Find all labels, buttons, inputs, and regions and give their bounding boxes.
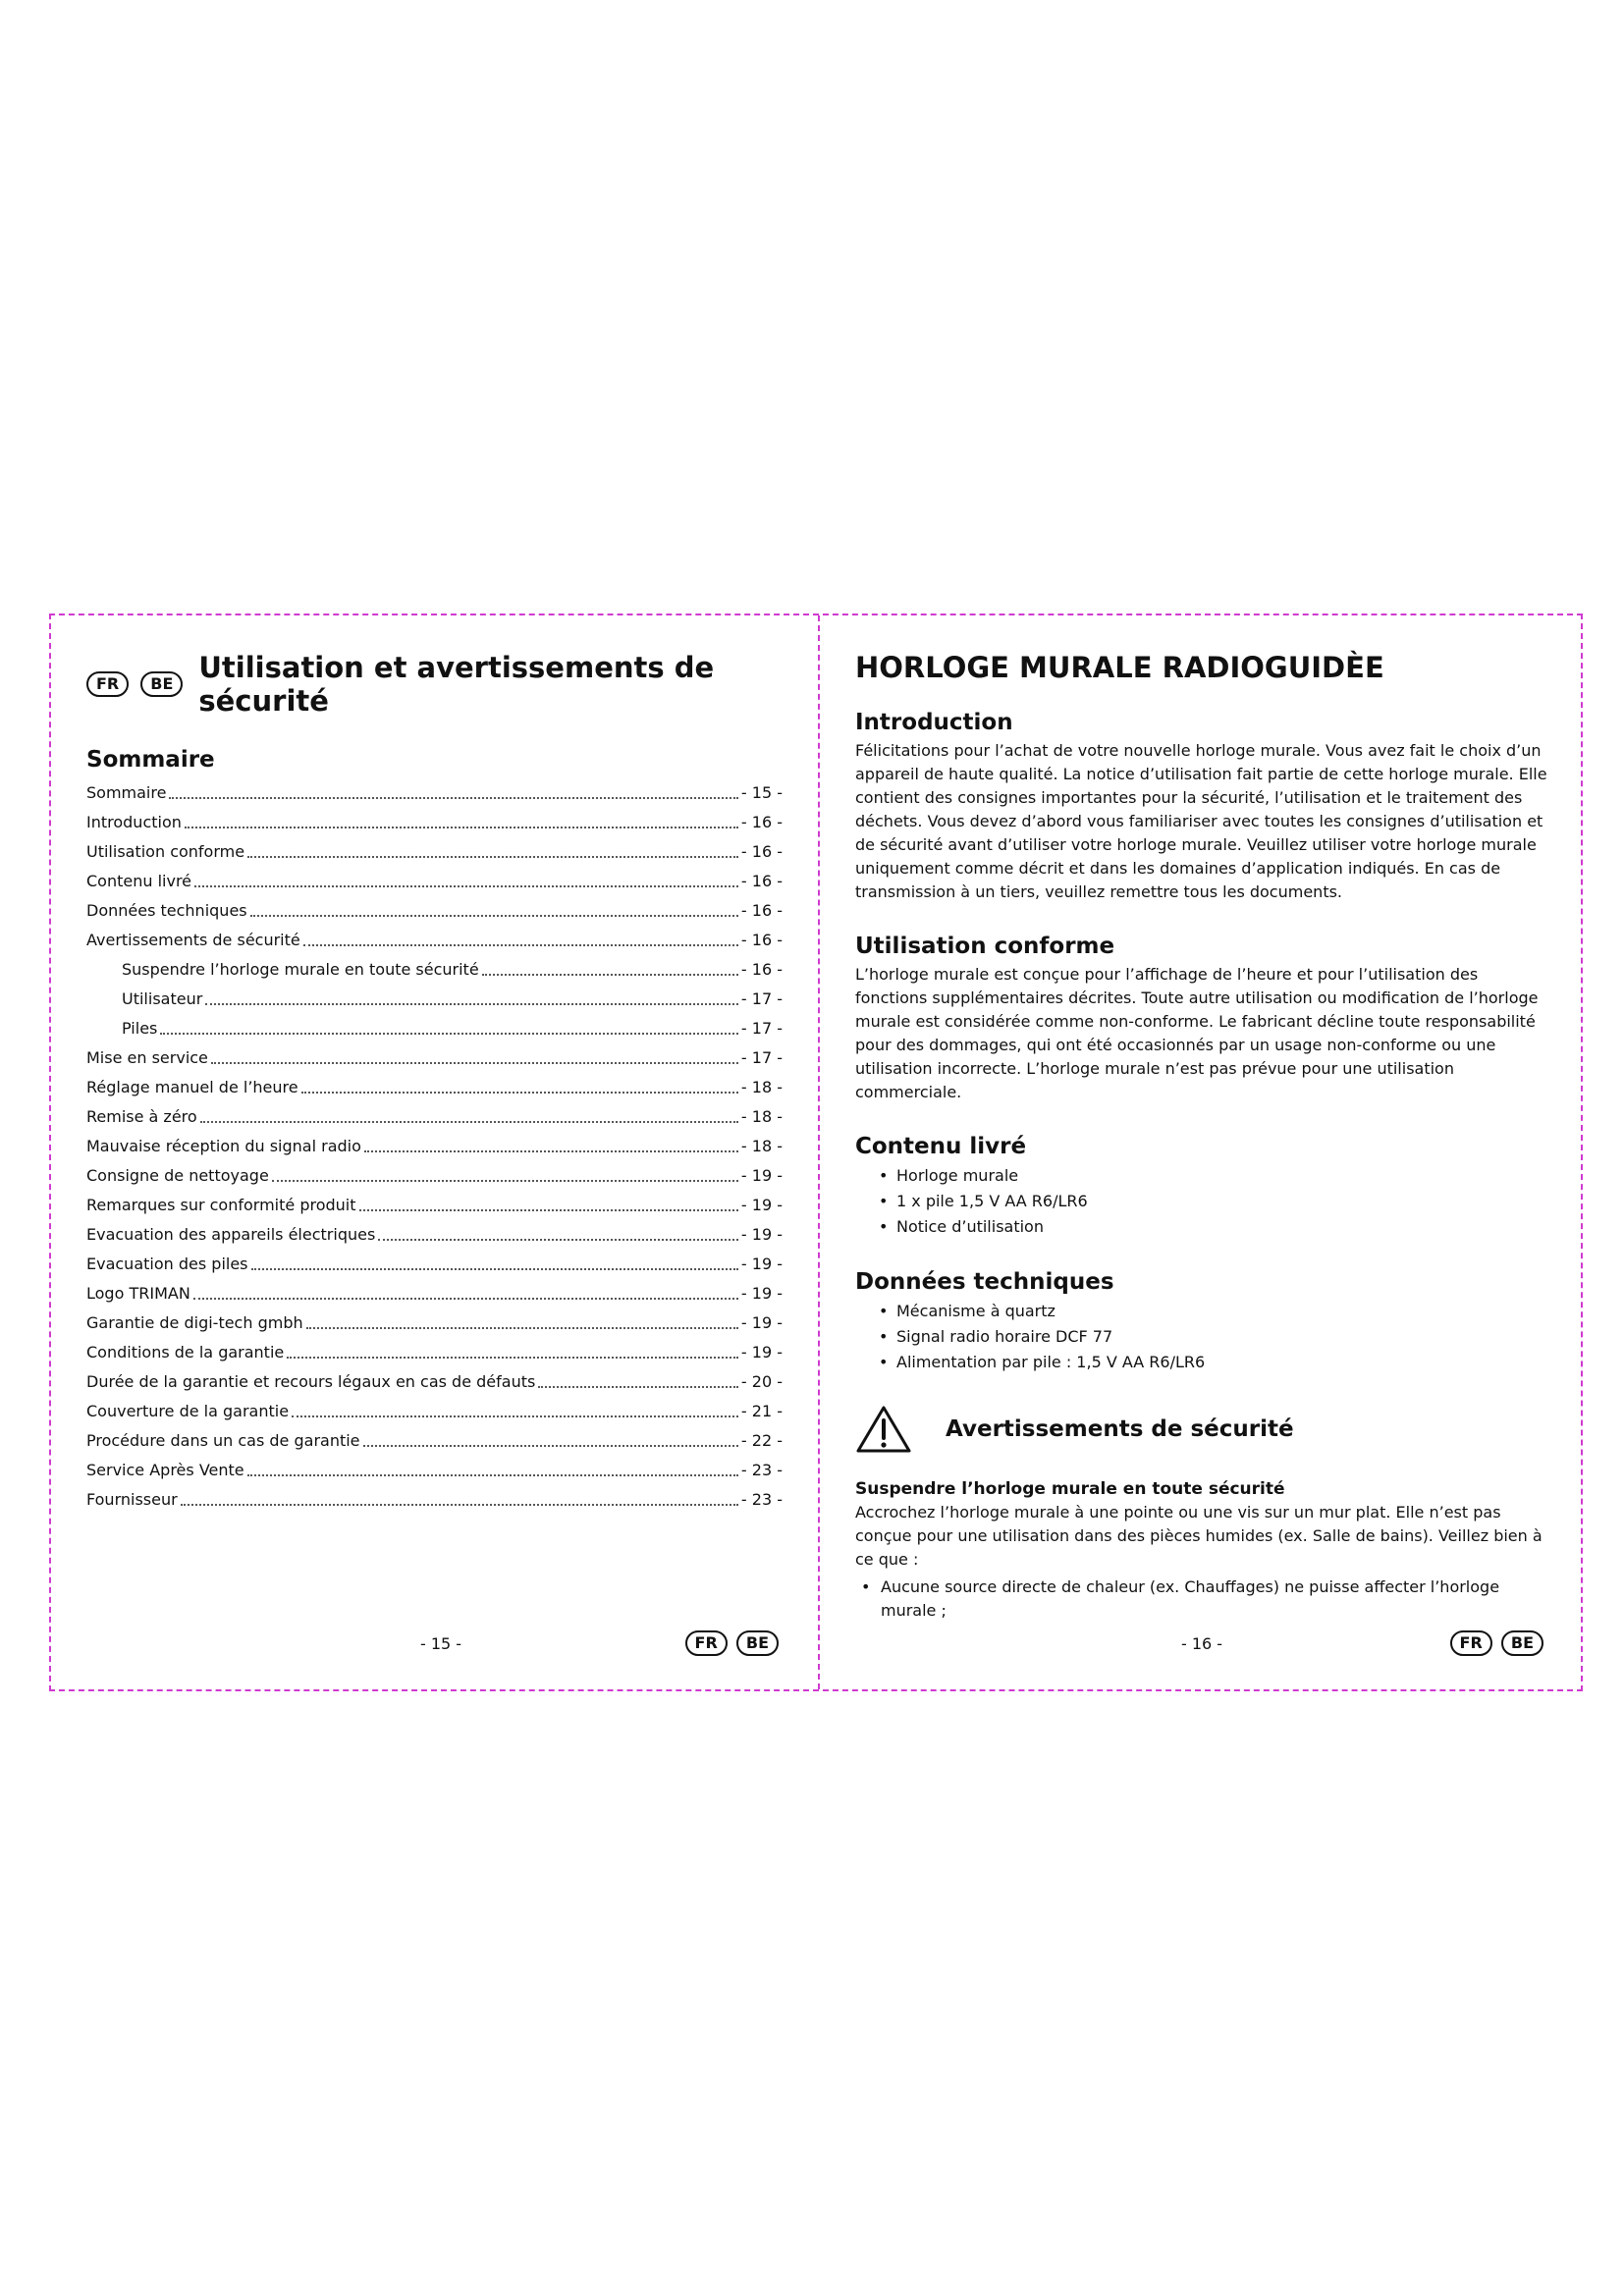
footer-badges [1450, 1630, 1547, 1656]
toc-entry-label: Avertissements de sécurité [86, 931, 300, 949]
list-item: • Aucune source directe de chaleur (ex. Chauffages) ne puisse affecter l’horloge murale ; [881, 1575, 1547, 1623]
toc-leader-dots [247, 855, 738, 858]
toc-entry-label: Piles [122, 1019, 158, 1038]
language-badge-be: BE [140, 671, 183, 697]
toc-entry [86, 1014, 783, 1043]
language-badge-fr: FR [685, 1630, 728, 1656]
toc-entry [86, 808, 783, 837]
left-page [51, 615, 818, 1689]
toc-entry-page: - 19 - [740, 1166, 783, 1185]
toc-leader-dots [359, 1208, 738, 1211]
technical-data-list [855, 1299, 1547, 1375]
toc-entry [86, 1191, 783, 1220]
toc-entry [86, 837, 783, 867]
introduction-heading: Introduction [855, 710, 1013, 735]
toc-leader-dots [538, 1385, 738, 1388]
booklet-spread [49, 614, 1583, 1691]
introduction-text: Félicitations pour l’achat de votre nouvelle horloge murale. Vous avez fait le choix d’un appareil de haute qualité. La notice d’utilisation fait partie de cette horloge murale. Elle contient des consignes importantes pour la sécurité, l’utilisation et le traitement des déchets. Vous devez d’abord vous familiariser avec toutes les consignes d’utilisation et de sécurité avant d’utiliser votre horloge murale. Veuillez utiliser votre horloge murale uniquement comme décrit et dans les domaines d’application indiqués. En cas de transmission à un tiers, veuillez remettre tous les documents. [855, 741, 1547, 901]
toc-leader-dots [205, 1002, 738, 1005]
toc-leader-dots [301, 1091, 738, 1094]
toc-entry [86, 1073, 783, 1102]
toc-leader-dots [193, 1297, 738, 1300]
toc-entry-label: Consigne de nettoyage [86, 1166, 269, 1185]
language-badge-be: BE [736, 1630, 779, 1656]
list-item: • Horloge murale [896, 1163, 1547, 1189]
left-page-footer [51, 1630, 818, 1660]
toc-entry-label: Sommaire [86, 783, 167, 802]
language-badge-be: BE [1501, 1630, 1543, 1656]
toc-entry-label: Remise à zéro [86, 1107, 197, 1126]
toc-entry-page: - 17 - [740, 989, 783, 1008]
list-item: • Notice d’utilisation [896, 1214, 1547, 1240]
list-item: • Alimentation par pile : 1,5 V AA R6/LR6 [896, 1350, 1547, 1375]
toc-entry-page: - 16 - [740, 872, 783, 890]
toc-entry [86, 1426, 783, 1456]
toc-leader-dots [200, 1120, 738, 1123]
toc-entry [86, 867, 783, 896]
package-contents-list [855, 1163, 1547, 1240]
package-contents-heading: Contenu livré [855, 1134, 1027, 1159]
safety-heading: Avertissements de sécurité [946, 1416, 1294, 1442]
toc-entry-page: - 19 - [740, 1255, 783, 1273]
list-item: • Mécanisme à quartz [896, 1299, 1547, 1324]
toc-entry-label: Durée de la garantie et recours légaux en cas de défauts [86, 1372, 536, 1391]
toc-entry [86, 955, 783, 985]
toc-leader-dots [181, 1503, 738, 1506]
toc-entry [86, 1308, 783, 1338]
toc-entry-page: - 16 - [740, 813, 783, 831]
page-number: - 16 - [1181, 1634, 1223, 1653]
toc-leader-dots [363, 1444, 738, 1447]
toc-entry [86, 1132, 783, 1161]
toc-entry-label: Données techniques [86, 901, 247, 920]
toc-entry-page: - 23 - [740, 1490, 783, 1509]
toc-entry [86, 1102, 783, 1132]
summary-heading: Sommaire [86, 747, 215, 773]
toc-leader-dots [194, 884, 738, 887]
toc-entry-page: - 19 - [740, 1313, 783, 1332]
toc-leader-dots [185, 826, 738, 828]
toc-leader-dots [482, 973, 738, 976]
toc-entry-page: - 19 - [740, 1343, 783, 1362]
footer-badges [685, 1630, 783, 1656]
toc-entry-page: - 17 - [740, 1019, 783, 1038]
toc-entry [86, 1485, 783, 1515]
toc-leader-dots [211, 1061, 738, 1064]
page-title: Utilisation et avertissements de sécurité [198, 651, 715, 718]
table-of-contents [86, 778, 783, 1515]
toc-entry-page: - 23 - [740, 1461, 783, 1479]
language-badge-fr: FR [1450, 1630, 1492, 1656]
toc-entry-page: - 16 - [740, 960, 783, 979]
toc-entry-label: Utilisation conforme [86, 842, 245, 861]
toc-entry-label: Evacuation des piles [86, 1255, 248, 1273]
safety-section-header [855, 1405, 1547, 1454]
toc-entry-page: - 20 - [740, 1372, 783, 1391]
toc-entry-page: - 16 - [740, 931, 783, 949]
toc-entry-label: Conditions de la garantie [86, 1343, 285, 1362]
toc-entry-page: - 22 - [740, 1431, 783, 1450]
toc-entry [86, 985, 783, 1014]
toc-entry-label: Remarques sur conformité produit [86, 1196, 356, 1214]
toc-leader-dots [364, 1149, 738, 1152]
toc-leader-dots [272, 1179, 738, 1182]
toc-entry [86, 1367, 783, 1397]
toc-entry [86, 778, 783, 808]
toc-entry-label: Introduction [86, 813, 182, 831]
toc-entry-label: Fournisseur [86, 1490, 178, 1509]
page-title: HORLOGE MURALE RADIOGUIDÈE [855, 651, 1384, 684]
toc-entry-page: - 17 - [740, 1048, 783, 1067]
toc-entry-label: Réglage manuel de l’heure [86, 1078, 298, 1096]
right-page [820, 615, 1583, 1689]
toc-entry-page: - 18 - [740, 1078, 783, 1096]
toc-entry [86, 1161, 783, 1191]
toc-leader-dots [247, 1473, 738, 1476]
toc-entry [86, 926, 783, 955]
toc-entry-page: - 16 - [740, 901, 783, 920]
hanging-list [855, 1575, 1547, 1623]
toc-leader-dots [251, 1267, 738, 1270]
technical-data-heading: Données techniques [855, 1269, 1114, 1295]
hanging-heading: Suspendre l’horloge murale en toute sécurité [855, 1479, 1285, 1499]
toc-leader-dots [306, 1326, 738, 1329]
toc-entry-label: Mise en service [86, 1048, 208, 1067]
toc-entry-page: - 18 - [740, 1107, 783, 1126]
warning-icon [855, 1405, 912, 1454]
toc-entry [86, 1250, 783, 1279]
toc-leader-dots [303, 943, 738, 946]
toc-entry-label: Service Après Vente [86, 1461, 244, 1479]
list-item: • Signal radio horaire DCF 77 [896, 1324, 1547, 1350]
toc-leader-dots [378, 1238, 738, 1241]
toc-leader-dots [160, 1032, 738, 1035]
toc-entry-label: Garantie de digi-tech gmbh [86, 1313, 303, 1332]
toc-entry-label: Couverture de la garantie [86, 1402, 290, 1420]
toc-entry-page: - 19 - [740, 1196, 783, 1214]
toc-entry-label: Procédure dans un cas de garantie [86, 1431, 360, 1450]
toc-entry [86, 1456, 783, 1485]
toc-entry-label: Utilisateur [122, 989, 203, 1008]
toc-leader-dots [250, 914, 738, 917]
list-item: • 1 x pile 1,5 V AA R6/LR6 [896, 1189, 1547, 1214]
toc-entry [86, 1338, 783, 1367]
toc-entry-page: - 15 - [740, 783, 783, 802]
right-page-footer [820, 1630, 1583, 1660]
toc-entry-page: - 16 - [740, 842, 783, 861]
toc-entry-page: - 19 - [740, 1284, 783, 1303]
toc-entry-label: Mauvaise réception du signal radio [86, 1137, 361, 1155]
language-badge-fr: FR [86, 671, 129, 697]
toc-entry-label: Contenu livré [86, 872, 192, 890]
toc-entry [86, 1279, 783, 1308]
page-number: - 15 - [420, 1634, 462, 1653]
toc-entry-page: - 19 - [740, 1225, 783, 1244]
toc-leader-dots [169, 796, 737, 799]
toc-entry [86, 1220, 783, 1250]
left-page-header [86, 651, 783, 718]
toc-leader-dots [287, 1356, 738, 1359]
toc-entry [86, 896, 783, 926]
toc-entry-label: Logo TRIMAN [86, 1284, 190, 1303]
toc-entry [86, 1043, 783, 1073]
toc-entry-label: Evacuation des appareils électriques [86, 1225, 376, 1244]
intended-use-text: L’horloge murale est conçue pour l’affichage de l’heure et pour l’utilisation des fonctions supplémentaires décrites. Toute autre utilisation ou modification de l’horloge murale est considérée comme non-conforme. Le fabricant décline toute responsabilité pour des dommages, qui ont été occasionnés par un usage non-conforme ou une utilisation incorrecte. L’horloge murale n’est pas prévue pour une utilisation commerciale. [855, 965, 1539, 1101]
intended-use-heading: Utilisation conforme [855, 934, 1115, 959]
toc-entry-page: - 18 - [740, 1137, 783, 1155]
toc-entry-label: Suspendre l’horloge murale en toute sécurité [122, 960, 479, 979]
hanging-text: Accrochez l’horloge murale à une pointe ou une vis sur un mur plat. Elle n’est pas conçue pour une utilisation dans des pièces humides (ex. Salle de bains). Veillez bien à ce que : [855, 1503, 1543, 1569]
toc-entry-page: - 21 - [740, 1402, 783, 1420]
toc-leader-dots [292, 1415, 738, 1417]
toc-entry [86, 1397, 783, 1426]
